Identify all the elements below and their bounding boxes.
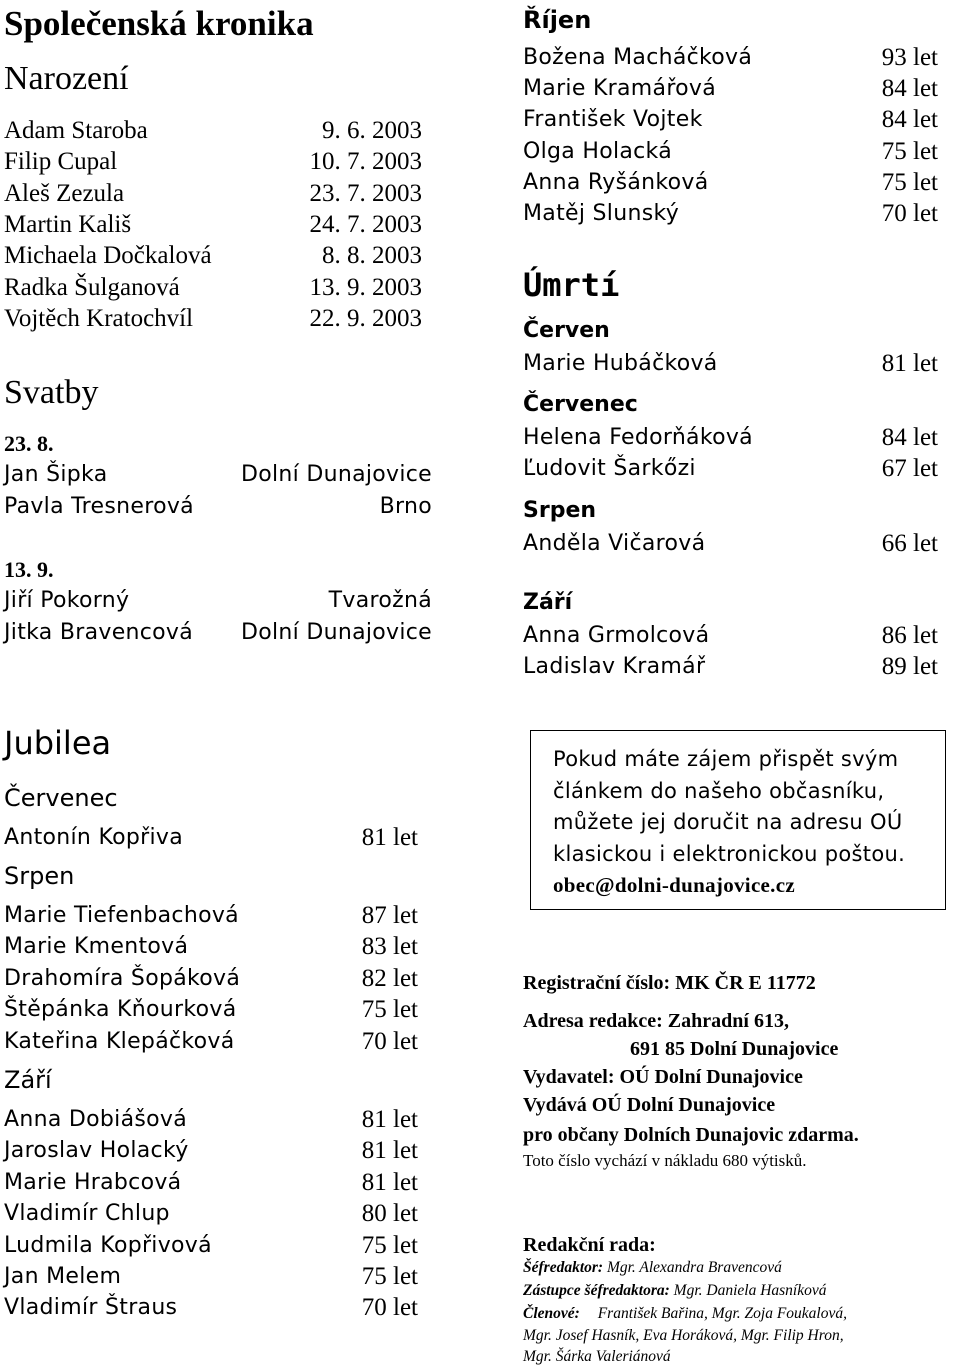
members-label: Členové: [523, 1305, 580, 1322]
birth-date: 10. 7. 2003 [309, 148, 422, 176]
deputy-editor-label: Zástupce šéfredaktora: [523, 1282, 670, 1299]
wedding-place: Tvarožná [328, 588, 432, 613]
birth-date: 24. 7. 2003 [309, 210, 422, 238]
wedding-place: Dolní Dunajovice [240, 619, 432, 645]
jubilee-age: 87 let [361, 902, 418, 929]
october-name: Anna Ryšánková [523, 169, 709, 195]
death-month: Červenec [523, 392, 638, 417]
jubilee-name: Štěpánka Kňourková [4, 997, 237, 1023]
death-age: 86 let [881, 622, 938, 649]
october-heading: Říjen [523, 6, 592, 34]
jubilee-name: Anna Dobiášová [4, 1107, 187, 1132]
chief-editor-label: Šéfredaktor: [523, 1259, 604, 1276]
notice-email: obec@dolni-dunajovice.cz [553, 873, 795, 897]
deaths-heading: Úmrtí [523, 266, 620, 304]
jubilee-age: 81 let [361, 1106, 418, 1133]
birth-date: 9. 6. 2003 [322, 117, 422, 144]
birth-name: Aleš Zezula [4, 179, 125, 207]
jubilee-name: Drahomíra Šopáková [4, 965, 241, 991]
birth-date: 23. 7. 2003 [309, 179, 422, 207]
death-month: Srpen [523, 498, 597, 523]
birth-date: 22. 9. 2003 [309, 304, 422, 332]
jubilees-heading: Jubilea [4, 724, 112, 762]
jubilee-name: Marie Tiefenbachová [4, 903, 239, 928]
death-name: Anna Grmolcová [523, 623, 710, 648]
jubilee-month: Září [4, 1066, 52, 1094]
death-month: Září [523, 590, 573, 615]
death-age: 84 let [881, 424, 938, 451]
jubilee-age: 82 let [361, 964, 418, 992]
jubilee-name: Marie Hrabcová [4, 1169, 182, 1195]
october-name: Božena Macháčková [523, 45, 753, 70]
jubilee-age: 70 let [361, 1027, 418, 1055]
issued-by: Vydává OÚ Dolní Dunajovice [523, 1094, 776, 1116]
deputy-editor: Mgr. Daniela Hasníková [673, 1282, 827, 1299]
jubilee-name: Antonín Kopřiva [4, 825, 183, 850]
notice-line: Pokud máte zájem přispět svým [553, 747, 899, 771]
wedding-place: Brno [379, 493, 432, 519]
jubilee-name: Vladimír Chlup [4, 1201, 170, 1227]
members-line-3: Mgr. Šárka Valeriánová [523, 1348, 671, 1365]
death-month: Červen [523, 318, 610, 343]
birth-name: Adam Staroba [4, 117, 148, 144]
members-line-1: František Bařina, Mgr. Zoja Foukalová, [597, 1305, 847, 1322]
jubilee-name: Kateřina Klepáčková [4, 1028, 235, 1054]
jubilee-age: 75 let [361, 1231, 418, 1259]
birth-name: Radka Šulganová [4, 273, 180, 301]
jubilee-name: Jan Melem [4, 1264, 122, 1289]
births-heading: Narození [4, 60, 129, 97]
death-age: 89 let [881, 653, 938, 680]
wedding-name: Pavla Tresnerová [4, 493, 194, 519]
birth-date: 8. 8. 2003 [322, 242, 422, 270]
jubilee-age: 75 let [361, 1263, 418, 1290]
october-age: 93 let [881, 44, 938, 71]
october-name: František Vojtek [523, 107, 703, 133]
jubilee-name: Marie Kmentová [4, 934, 189, 960]
free-distribution: pro občany Dolních Dunajovic zdarma. [523, 1124, 859, 1146]
editorial-address: Adresa redakce: Zahradní 613, [523, 1010, 789, 1032]
october-name: Olga Holacká [523, 138, 672, 164]
death-name: Ľudovit Šarkőzi [523, 456, 696, 481]
wedding-date: 23. 8. [4, 431, 54, 456]
registration-number: Registrační číslo: MK ČR E 11772 [523, 972, 816, 994]
print-run: Toto číslo vychází v nákladu 680 výtisků. [523, 1151, 807, 1170]
october-age: 70 let [881, 200, 938, 227]
weddings-heading: Svatby [4, 374, 99, 411]
notice-line: klasickou i elektronickou poštou. [553, 841, 906, 866]
birth-name: Vojtěch Kratochvíl [4, 304, 194, 332]
jubilee-name: Ludmila Kopřivová [4, 1232, 212, 1258]
october-age: 75 let [881, 137, 938, 165]
page-title: Společenská kronika [4, 4, 314, 43]
wedding-name: Jitka Bravencová [4, 619, 194, 645]
jubilee-age: 81 let [361, 1137, 418, 1165]
jubilee-month: Srpen [4, 862, 75, 890]
october-age: 75 let [881, 168, 938, 196]
wedding-date: 13. 9. [4, 557, 54, 582]
death-age: 66 let [881, 530, 938, 557]
jubilee-name: Vladimír Štraus [4, 1295, 178, 1321]
notice-line: můžete jej doručit na adresu OÚ [553, 810, 903, 834]
death-name: Marie Hubáčková [523, 351, 718, 376]
board-heading: Redakční rada: [523, 1234, 656, 1256]
notice-line: článkem do našeho občasníku, [553, 778, 885, 803]
chief-editor: Mgr. Alexandra Bravencová [606, 1259, 782, 1276]
editorial-address-city: 691 85 Dolní Dunajovice [630, 1038, 839, 1060]
death-age: 67 let [881, 455, 938, 482]
jubilee-age: 83 let [361, 933, 418, 961]
death-name: Anděla Vičarová [523, 531, 706, 556]
wedding-name: Jiří Pokorný [4, 588, 130, 613]
october-name: Matěj Slunský [523, 201, 680, 226]
birth-date: 13. 9. 2003 [309, 273, 422, 301]
birth-name: Filip Cupal [4, 148, 118, 176]
publisher: Vydavatel: OÚ Dolní Dunajovice [523, 1066, 803, 1088]
wedding-place: Dolní Dunajovice [240, 462, 432, 487]
october-age: 84 let [881, 75, 938, 103]
jubilee-age: 70 let [361, 1294, 418, 1322]
death-age: 81 let [881, 350, 938, 377]
death-name: Helena Fedorňáková [523, 425, 753, 450]
october-name: Marie Kramářová [523, 76, 717, 102]
birth-name: Martin Kališ [4, 210, 132, 238]
wedding-name: Jan Šipka [4, 462, 108, 487]
jubilee-age: 81 let [361, 824, 418, 851]
jubilee-age: 80 let [361, 1200, 418, 1228]
jubilee-name: Jaroslav Holacký [4, 1138, 189, 1164]
jubilee-month: Červenec [4, 784, 118, 812]
birth-name: Michaela Dočkalová [4, 242, 212, 270]
jubilee-age: 75 let [361, 996, 418, 1024]
jubilee-age: 81 let [361, 1168, 418, 1196]
members-line-2: Mgr. Josef Hasník, Eva Horáková, Mgr. Filip Hron, [523, 1327, 844, 1344]
october-age: 84 let [881, 106, 938, 134]
death-name: Ladislav Kramář [523, 654, 706, 679]
